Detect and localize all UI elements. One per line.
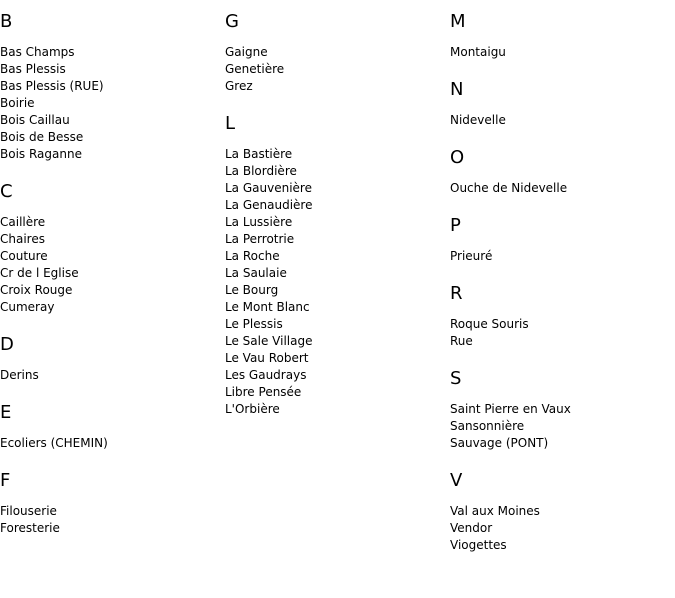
- street-link[interactable]: La Perrotrie: [225, 232, 295, 246]
- street-link[interactable]: Viogettes: [450, 538, 507, 552]
- street-link[interactable]: Cr de l Eglise: [0, 266, 79, 280]
- street-link[interactable]: La Roche: [225, 249, 280, 263]
- street-list: [0, 214, 220, 316]
- street-link[interactable]: Gaigne: [225, 45, 268, 59]
- letter-group: [450, 469, 670, 554]
- street-link[interactable]: Cumeray: [0, 300, 55, 314]
- letter-group: [225, 10, 445, 95]
- letter-heading: N: [450, 79, 464, 100]
- index-column: [450, 10, 670, 571]
- street-list: [450, 248, 670, 265]
- street-link[interactable]: Le Sale Village: [225, 334, 313, 348]
- street-link[interactable]: Montaigu: [450, 45, 506, 59]
- street-list: [225, 44, 445, 95]
- street-link[interactable]: Le Plessis: [225, 317, 283, 331]
- street-link[interactable]: Libre Pensée: [225, 385, 302, 399]
- street-link[interactable]: Foresterie: [0, 521, 60, 535]
- street-link[interactable]: Bois de Besse: [0, 130, 84, 144]
- street-link[interactable]: Le Vau Robert: [225, 351, 309, 365]
- letter-heading: O: [450, 147, 465, 168]
- letter-group: [450, 214, 670, 265]
- street-list: [450, 316, 670, 350]
- street-link[interactable]: La Gauvenière: [225, 181, 312, 195]
- letter-heading: M: [450, 11, 466, 32]
- letter-heading: S: [450, 368, 462, 389]
- street-link[interactable]: Sauvage (PONT): [450, 436, 549, 450]
- street-link[interactable]: La Genaudière: [225, 198, 313, 212]
- street-list: [450, 112, 670, 129]
- street-link[interactable]: Chaires: [0, 232, 45, 246]
- street-link[interactable]: Nidevelle: [450, 113, 506, 127]
- letter-heading: L: [225, 113, 236, 134]
- letter-group: [0, 180, 220, 316]
- street-link[interactable]: Genetière: [225, 62, 285, 76]
- street-link[interactable]: Sansonnière: [450, 419, 525, 433]
- street-link[interactable]: Croix Rouge: [0, 283, 73, 297]
- letter-group: [450, 282, 670, 350]
- letter-heading: R: [450, 283, 463, 304]
- street-link[interactable]: Val aux Moines: [450, 504, 540, 518]
- street-link[interactable]: Le Mont Blanc: [225, 300, 310, 314]
- letter-heading: E: [0, 402, 12, 423]
- street-link[interactable]: Boirie: [0, 96, 35, 110]
- street-link[interactable]: La Lussière: [225, 215, 293, 229]
- letter-heading: C: [0, 181, 13, 202]
- letter-group: [0, 10, 220, 163]
- street-link[interactable]: Bas Champs: [0, 45, 75, 59]
- index-column: [0, 10, 220, 554]
- street-link[interactable]: Filouserie: [0, 504, 57, 518]
- letter-heading: V: [450, 470, 463, 491]
- street-link[interactable]: Bois Raganne: [0, 147, 82, 161]
- letter-heading: P: [450, 215, 461, 236]
- street-list: [450, 503, 670, 554]
- street-list: [450, 401, 670, 452]
- letter-heading: F: [0, 470, 11, 491]
- street-link[interactable]: Ecoliers (CHEMIN): [0, 436, 108, 450]
- letter-group: [0, 469, 220, 537]
- letter-group: [0, 333, 220, 384]
- street-link[interactable]: Bois Caillau: [0, 113, 70, 127]
- street-link[interactable]: L'Orbière: [225, 402, 280, 416]
- street-link[interactable]: La Blordière: [225, 164, 297, 178]
- street-list: [0, 435, 220, 452]
- street-link[interactable]: Derins: [0, 368, 39, 382]
- letter-group: [450, 146, 670, 197]
- street-link[interactable]: Grez: [225, 79, 253, 93]
- street-link[interactable]: Bas Plessis (RUE): [0, 79, 104, 93]
- street-link[interactable]: Saint Pierre en Vaux: [450, 402, 571, 416]
- street-list: [0, 44, 220, 163]
- street-link[interactable]: Roque Souris: [450, 317, 529, 331]
- street-link[interactable]: Couture: [0, 249, 48, 263]
- street-link[interactable]: Ouche de Nidevelle: [450, 181, 568, 195]
- letter-group: [450, 78, 670, 129]
- street-list: [0, 367, 220, 384]
- letter-group: [225, 112, 445, 418]
- letter-group: [0, 401, 220, 452]
- street-link[interactable]: Le Bourg: [225, 283, 279, 297]
- street-list: [0, 503, 220, 537]
- letter-heading: G: [225, 11, 239, 32]
- street-link[interactable]: Prieuré: [450, 249, 493, 263]
- letter-group: [450, 10, 670, 61]
- letter-heading: B: [0, 11, 13, 32]
- street-link[interactable]: Vendor: [450, 521, 493, 535]
- street-list: [450, 44, 670, 61]
- street-link[interactable]: Rue: [450, 334, 473, 348]
- street-link[interactable]: Bas Plessis: [0, 62, 66, 76]
- street-link[interactable]: La Saulaie: [225, 266, 287, 280]
- street-list: [450, 180, 670, 197]
- index-column: [225, 10, 445, 435]
- letter-group: [450, 367, 670, 452]
- street-list: [225, 146, 445, 418]
- street-link[interactable]: Caillère: [0, 215, 46, 229]
- street-link[interactable]: La Bastière: [225, 147, 293, 161]
- letter-heading: D: [0, 334, 14, 355]
- street-link[interactable]: Les Gaudrays: [225, 368, 307, 382]
